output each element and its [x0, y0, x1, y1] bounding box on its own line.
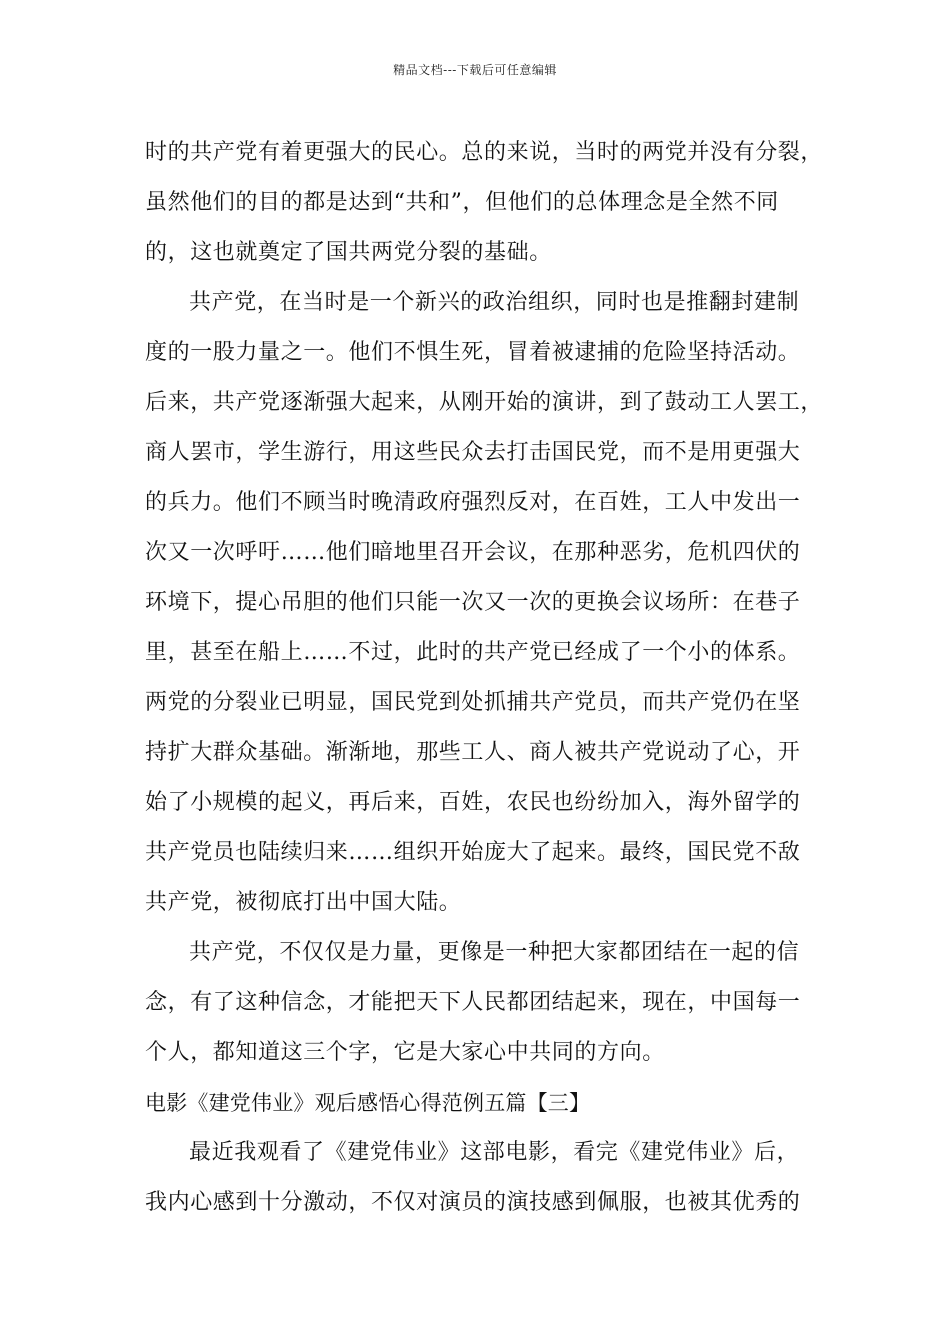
text-line: 时的共产党有着更强大的民心。总的来说，当时的两党并没有分裂，	[145, 140, 824, 165]
text-line: 环境下，提心吊胆的他们只能一次又一次的更换会议场所：在巷子	[145, 590, 801, 615]
text-line: 始了小规模的起义，再后来，百姓，农民也纷纷加入，海外留学的	[145, 790, 801, 815]
text-line: 持扩大群众基础。渐渐地，那些工人、商人被共产党说动了心，开	[145, 740, 801, 765]
text-line: 个人，都知道这三个字，它是大家心中共同的方向。	[145, 1040, 665, 1065]
document-body	[145, 128, 824, 1228]
text-line: 度的一股力量之一。他们不惧生死，冒着被逮捕的危险坚持活动。	[145, 340, 801, 365]
text-line: 次又一次呼吁……他们暗地里召开会议，在那种恶劣，危机四伏的	[145, 540, 801, 565]
text-line: 的兵力。他们不顾当时晚清政府强烈反对，在百姓，工人中发出一	[145, 490, 801, 515]
text-line: 商人罢市，学生游行，用这些民众去打击国民党，而不是用更强大	[145, 440, 801, 465]
text-line: 我内心感到十分激动，不仅对演员的演技感到佩服，也被其优秀的	[145, 1190, 801, 1215]
paragraph-first-line: 最近我观看了《建党伟业》这部电影，看完《建党伟业》后，	[189, 1140, 800, 1165]
text-line: 后来，共产党逐渐强大起来，从刚开始的演讲，到了鼓动工人罢工，	[145, 390, 824, 415]
text-line: 共产党员也陆续归来……组织开始庞大了起来。最终，国民党不敌	[145, 840, 801, 865]
section-heading: 电影《建党伟业》观后感悟心得范例五篇【三】	[145, 1091, 591, 1115]
text-line: 虽然他们的目的都是达到“共和”，但他们的总体理念是全然不同	[145, 190, 779, 215]
text-line: 的，这也就奠定了国共两党分裂的基础。	[145, 240, 552, 265]
text-line: 共产党，被彻底打出中国大陆。	[145, 890, 462, 915]
text-line: 念，有了这种信念，才能把天下人民都团结起来，现在，中国每一	[145, 990, 801, 1015]
paragraph-first-line: 共产党，不仅仅是力量，更像是一种把大家都团结在一起的信	[189, 940, 800, 965]
text-line: 里，甚至在船上……不过，此时的共产党已经成了一个小的体系。	[145, 640, 801, 665]
header-note: 精品文档---下载后可任意编辑	[393, 63, 557, 77]
paragraph-first-line: 共产党，在当时是一个新兴的政治组织，同时也是推翻封建制	[189, 290, 800, 315]
text-line: 两党的分裂业已明显，国民党到处抓捕共产党员，而共产党仍在坚	[145, 690, 801, 715]
